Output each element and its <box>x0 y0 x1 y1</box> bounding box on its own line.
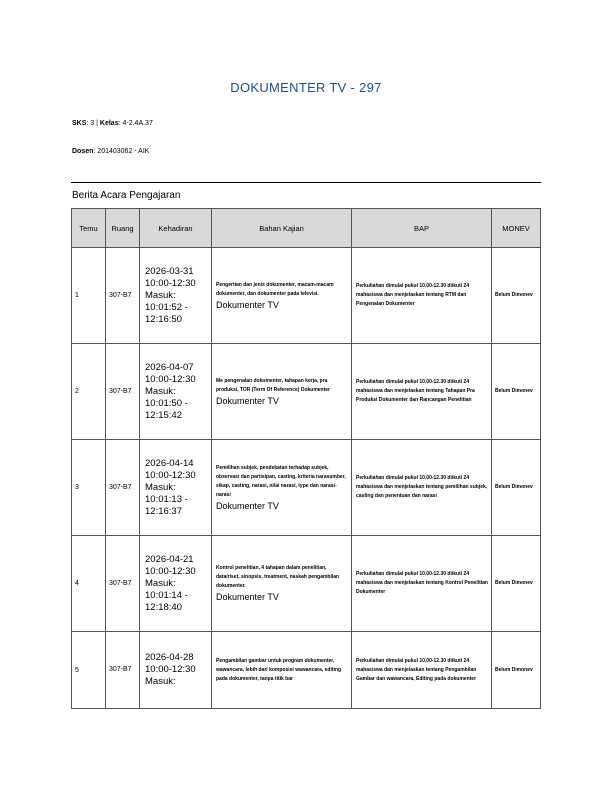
cell-bahan-kajian <box>212 632 352 709</box>
kehadiran-time: 10:00-12:30 <box>145 565 196 577</box>
cell-temu: 3 <box>72 440 106 536</box>
cell-monev: Belum Dimonev <box>492 440 541 536</box>
bahan-text: Me pengenalan dokumenter, tahapan kerja, pra produksi, TOR (Term Of Reference) Dokumenter <box>216 377 331 393</box>
sks-value: : 3 | <box>86 120 98 127</box>
cell-bahan-kajian <box>212 344 352 440</box>
kelas-value: : 4-2.4A.37 <box>118 120 153 127</box>
kehadiran-date: 2026-03-31 <box>145 265 194 277</box>
cell-temu: 2 <box>72 344 106 440</box>
cell-bahan-kajian <box>212 248 352 344</box>
kehadiran-time: 10:00-12:30 <box>145 277 196 289</box>
header-kehadiran: Kehadiran <box>140 209 212 248</box>
section-title: Berita Acara Pengajaran <box>72 190 181 201</box>
cell-temu: 4 <box>72 536 106 632</box>
kehadiran-time: 10:00-12:30 <box>145 469 196 481</box>
kehadiran-time: 10:00-12:30 <box>145 373 196 385</box>
header-bahan-kajian: Bahan Kajian <box>212 209 352 248</box>
kehadiran-masuk: Masuk: 10:01:52 - 12:16:50 <box>145 289 188 325</box>
table-row <box>72 536 541 632</box>
bahan-text: Pemilihan subjek, pendekatan terhadap subjek, observasi dan partisipan, casting, kriteria narasumber, sikap, casting, narasi, nilai narasi, type dan narasi-narasi <box>216 464 346 498</box>
header-monev: MONEV <box>492 209 541 248</box>
cell-ruang: 307-B7 <box>106 248 140 344</box>
cell-bahan-kajian <box>212 440 352 536</box>
cell-kehadiran <box>140 248 212 344</box>
page-title: DOKUMENTER TV - 297 <box>230 80 382 95</box>
kehadiran-date: 2026-04-28 <box>145 652 194 663</box>
cell-ruang: 307-B7 <box>106 632 140 709</box>
cell-kehadiran <box>140 536 212 632</box>
sks-kelas-line <box>72 120 153 127</box>
kehadiran-date: 2026-04-07 <box>145 361 194 373</box>
cell-bap: Perkuliahan dimulai pukul 10.00-12.30 diikuti 24 mahasiswa dan menjelaskan tentang RTM dan Pengenalan Dokumenter <box>352 248 492 344</box>
bap-table <box>71 208 541 709</box>
kehadiran-masuk: Masuk: <box>145 676 176 687</box>
cell-kehadiran <box>140 440 212 536</box>
table-row <box>72 344 541 440</box>
bahan-text: Pengertian dan jenis dokumenter, macam-macam dokumenter, dan dokumenter pada televisi. <box>216 281 334 297</box>
bahan-source: Dokumenter TV <box>216 500 279 511</box>
kehadiran-masuk: Masuk: 10:01:14 - 12:18:40 <box>145 577 188 613</box>
table-row <box>72 248 541 344</box>
cell-bap: Perkuliahan dimulai pukul 10.00-12.30 diikuti 24 mahasiswa dan menjelaskan tentang pemilihan subjek, casting dan penentuan dan narasi <box>352 440 492 536</box>
bahan-text: Pengambilan gambar untuk program dokumenter, wawancara, lebih dari komposisi wawancara, editing pada dokumenter, tanpa titik bar <box>216 657 342 682</box>
cell-monev: Belum Dimonev <box>492 248 541 344</box>
cell-kehadiran <box>140 344 212 440</box>
dosen-label: Dosen <box>72 148 94 155</box>
bahan-source: Dokumenter TV <box>216 299 279 310</box>
header-temu: Temu <box>72 209 106 248</box>
dosen-value: : 201403062 - AIK <box>93 148 150 155</box>
cell-monev: Belum Dimonev <box>492 536 541 632</box>
bahan-text: Kontrol penelitian, 4 tahapan dalam penelitian, data/riset, sinopsis, treatment, naskah pengambilan dokumenter. <box>216 565 340 589</box>
sks-label: SKS <box>72 120 87 127</box>
cell-temu: 5 <box>72 632 106 709</box>
bahan-source: Dokumenter TV <box>216 395 279 406</box>
cell-ruang: 307-B7 <box>106 536 140 632</box>
header-ruang: Ruang <box>106 209 140 248</box>
dosen-line <box>72 148 149 155</box>
cell-temu: 1 <box>72 248 106 344</box>
cell-bap: Perkuliahan dimulai pukul 10.00-12.30 diikuti 24 mahasiswa dan menjelaskan tentang Kontrol Penelitian Dokumenter <box>352 536 492 632</box>
kehadiran-time: 10:00-12:30 <box>145 664 196 675</box>
kehadiran-date: 2026-04-21 <box>145 553 194 565</box>
kehadiran-masuk: Masuk: 10:01:13 - 12:16:37 <box>145 481 188 517</box>
section-divider <box>71 182 541 183</box>
cell-ruang: 307-B7 <box>106 440 140 536</box>
table-header-row <box>72 209 541 248</box>
header-bap: BAP <box>352 209 492 248</box>
cell-bahan-kajian <box>212 536 352 632</box>
cell-ruang: 307-B7 <box>106 344 140 440</box>
cell-monev: Belum Dimonev <box>492 344 541 440</box>
table-row <box>72 632 541 709</box>
cell-bap: Perkuliahan dimulai pukul 10.00-12.30 diikuti 24 mahasiswa dan menjelaskan tentang Tahapan Pra Produksi Dokumenter dan Rancangan Penelitian <box>352 344 492 440</box>
kelas-label: Kelas <box>99 120 119 127</box>
cell-bap: Perkuliahan dimulai pukul 10.00-12.30 diikuti 24 mahasiswa dan menjelaskan tentang Pengambilan Gambar dan wawancara, Editing pada dokumenter <box>352 632 492 709</box>
table-row <box>72 440 541 536</box>
bahan-source: Dokumenter TV <box>216 592 279 602</box>
kehadiran-date: 2026-04-14 <box>145 457 194 469</box>
cell-kehadiran <box>140 632 212 709</box>
kehadiran-masuk: Masuk: 10:01:50 - 12:15:42 <box>145 385 188 421</box>
cell-monev: Belum Dimonev <box>492 632 541 709</box>
